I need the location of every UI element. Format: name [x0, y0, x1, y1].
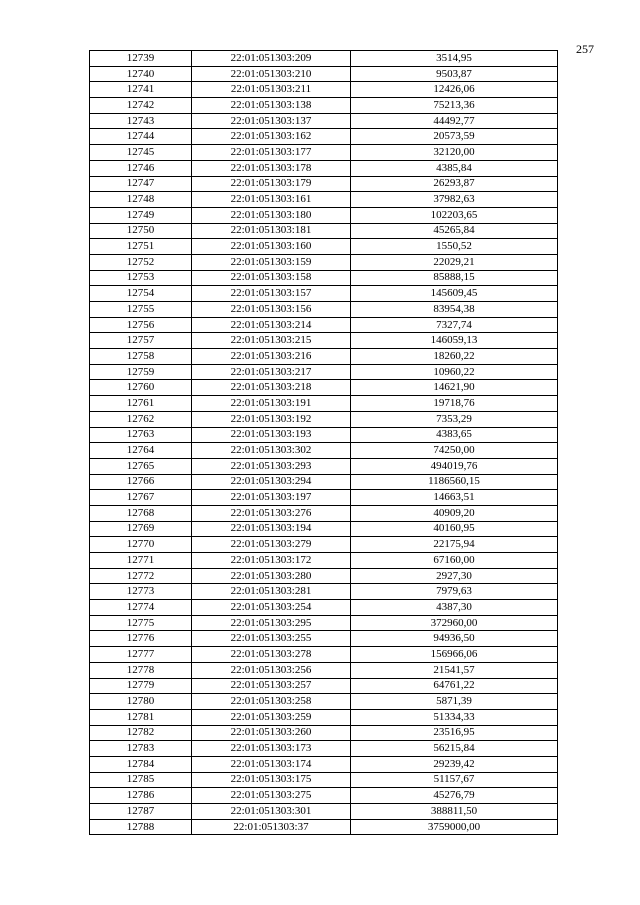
value-cell: 4387,30	[351, 600, 558, 616]
cadastral-number-cell: 22:01:051303:158	[192, 270, 351, 286]
cadastral-number-cell: 22:01:051303:197	[192, 490, 351, 506]
table-row	[90, 364, 558, 380]
row-number-cell: 12785	[90, 772, 192, 788]
value-cell: 51157,67	[351, 772, 558, 788]
table-row	[90, 694, 558, 710]
row-number-cell: 12752	[90, 254, 192, 270]
cadastral-number-cell: 22:01:051303:157	[192, 286, 351, 302]
cadastral-number-cell: 22:01:051303:301	[192, 804, 351, 820]
value-cell: 7979,63	[351, 584, 558, 600]
table-row	[90, 129, 558, 145]
row-number-cell: 12756	[90, 317, 192, 333]
row-number-cell: 12781	[90, 709, 192, 725]
value-cell: 145609,45	[351, 286, 558, 302]
cadastral-number-cell: 22:01:051303:177	[192, 145, 351, 161]
table-row	[90, 207, 558, 223]
table-row	[90, 741, 558, 757]
cadastral-number-cell: 22:01:051303:256	[192, 662, 351, 678]
registry-table-body	[90, 51, 558, 835]
table-row	[90, 223, 558, 239]
table-row	[90, 349, 558, 365]
table-row	[90, 553, 558, 569]
row-number-cell: 12787	[90, 804, 192, 820]
row-number-cell: 12751	[90, 239, 192, 255]
value-cell: 18260,22	[351, 349, 558, 365]
cadastral-number-cell: 22:01:051303:293	[192, 458, 351, 474]
row-number-cell: 12757	[90, 333, 192, 349]
row-number-cell: 12761	[90, 396, 192, 412]
cadastral-number-cell: 22:01:051303:257	[192, 678, 351, 694]
value-cell: 85888,15	[351, 270, 558, 286]
cadastral-number-cell: 22:01:051303:216	[192, 349, 351, 365]
row-number-cell: 12749	[90, 207, 192, 223]
value-cell: 40160,95	[351, 521, 558, 537]
table-row	[90, 458, 558, 474]
value-cell: 22029,21	[351, 254, 558, 270]
table-row	[90, 772, 558, 788]
value-cell: 75213,36	[351, 98, 558, 114]
table-row	[90, 396, 558, 412]
cadastral-number-cell: 22:01:051303:279	[192, 537, 351, 553]
row-number-cell: 12739	[90, 51, 192, 67]
cadastral-number-cell: 22:01:051303:218	[192, 380, 351, 396]
value-cell: 3514,95	[351, 51, 558, 67]
row-number-cell: 12776	[90, 631, 192, 647]
value-cell: 40909,20	[351, 505, 558, 521]
value-cell: 56215,84	[351, 741, 558, 757]
table-row	[90, 160, 558, 176]
table-row	[90, 145, 558, 161]
table-row	[90, 662, 558, 678]
value-cell: 12426,06	[351, 82, 558, 98]
table-row	[90, 788, 558, 804]
value-cell: 51334,33	[351, 709, 558, 725]
value-cell: 156966,06	[351, 647, 558, 663]
value-cell: 4383,65	[351, 427, 558, 443]
row-number-cell: 12755	[90, 302, 192, 318]
table-row	[90, 537, 558, 553]
cadastral-number-cell: 22:01:051303:179	[192, 176, 351, 192]
row-number-cell: 12750	[90, 223, 192, 239]
table-row	[90, 254, 558, 270]
row-number-cell: 12740	[90, 66, 192, 82]
table-row	[90, 286, 558, 302]
table-row	[90, 804, 558, 820]
table-row	[90, 239, 558, 255]
cadastral-number-cell: 22:01:051303:181	[192, 223, 351, 239]
value-cell: 494019,76	[351, 458, 558, 474]
row-number-cell: 12766	[90, 474, 192, 490]
value-cell: 388811,50	[351, 804, 558, 820]
row-number-cell: 12741	[90, 82, 192, 98]
cadastral-number-cell: 22:01:051303:161	[192, 192, 351, 208]
cadastral-number-cell: 22:01:051303:191	[192, 396, 351, 412]
table-row	[90, 584, 558, 600]
value-cell: 44492,77	[351, 113, 558, 129]
value-cell: 45265,84	[351, 223, 558, 239]
row-number-cell: 12760	[90, 380, 192, 396]
table-row	[90, 66, 558, 82]
table-row	[90, 756, 558, 772]
registry-table	[89, 50, 558, 835]
table-row	[90, 98, 558, 114]
cadastral-number-cell: 22:01:051303:215	[192, 333, 351, 349]
row-number-cell: 12768	[90, 505, 192, 521]
cadastral-number-cell: 22:01:051303:172	[192, 553, 351, 569]
row-number-cell: 12753	[90, 270, 192, 286]
row-number-cell: 12770	[90, 537, 192, 553]
cadastral-number-cell: 22:01:051303:281	[192, 584, 351, 600]
row-number-cell: 12779	[90, 678, 192, 694]
value-cell: 146059,13	[351, 333, 558, 349]
cadastral-number-cell: 22:01:051303:178	[192, 160, 351, 176]
table-row	[90, 380, 558, 396]
value-cell: 3759000,00	[351, 819, 558, 835]
cadastral-number-cell: 22:01:051303:210	[192, 66, 351, 82]
value-cell: 32120,00	[351, 145, 558, 161]
row-number-cell: 12771	[90, 553, 192, 569]
row-number-cell: 12746	[90, 160, 192, 176]
table-row	[90, 819, 558, 835]
cadastral-number-cell: 22:01:051303:295	[192, 615, 351, 631]
value-cell: 2927,30	[351, 568, 558, 584]
row-number-cell: 12769	[90, 521, 192, 537]
cadastral-number-cell: 22:01:051303:276	[192, 505, 351, 521]
value-cell: 64761,22	[351, 678, 558, 694]
row-number-cell: 12758	[90, 349, 192, 365]
value-cell: 9503,87	[351, 66, 558, 82]
value-cell: 45276,79	[351, 788, 558, 804]
table-row	[90, 270, 558, 286]
value-cell: 37982,63	[351, 192, 558, 208]
row-number-cell: 12778	[90, 662, 192, 678]
cadastral-number-cell: 22:01:051303:259	[192, 709, 351, 725]
row-number-cell: 12782	[90, 725, 192, 741]
cadastral-number-cell: 22:01:051303:162	[192, 129, 351, 145]
row-number-cell: 12774	[90, 600, 192, 616]
cadastral-number-cell: 22:01:051303:137	[192, 113, 351, 129]
row-number-cell: 12773	[90, 584, 192, 600]
cadastral-number-cell: 22:01:051303:180	[192, 207, 351, 223]
table-row	[90, 82, 558, 98]
cadastral-number-cell: 22:01:051303:211	[192, 82, 351, 98]
value-cell: 94936,50	[351, 631, 558, 647]
table-row	[90, 505, 558, 521]
table-row	[90, 568, 558, 584]
row-number-cell: 12748	[90, 192, 192, 208]
value-cell: 23516,95	[351, 725, 558, 741]
row-number-cell: 12783	[90, 741, 192, 757]
row-number-cell: 12784	[90, 756, 192, 772]
value-cell: 22175,94	[351, 537, 558, 553]
row-number-cell: 12786	[90, 788, 192, 804]
value-cell: 7353,29	[351, 411, 558, 427]
table-row	[90, 51, 558, 67]
row-number-cell: 12754	[90, 286, 192, 302]
table-row	[90, 113, 558, 129]
table-row	[90, 600, 558, 616]
row-number-cell: 12767	[90, 490, 192, 506]
cadastral-number-cell: 22:01:051303:217	[192, 364, 351, 380]
cadastral-number-cell: 22:01:051303:175	[192, 772, 351, 788]
row-number-cell: 12780	[90, 694, 192, 710]
table-row	[90, 317, 558, 333]
value-cell: 1186560,15	[351, 474, 558, 490]
row-number-cell: 12742	[90, 98, 192, 114]
value-cell: 1550,52	[351, 239, 558, 255]
cadastral-number-cell: 22:01:051303:174	[192, 756, 351, 772]
value-cell: 83954,38	[351, 302, 558, 318]
table-row	[90, 678, 558, 694]
page-number: 257	[576, 42, 594, 56]
row-number-cell: 12777	[90, 647, 192, 663]
value-cell: 7327,74	[351, 317, 558, 333]
table-row	[90, 615, 558, 631]
cadastral-number-cell: 22:01:051303:192	[192, 411, 351, 427]
value-cell: 19718,76	[351, 396, 558, 412]
table-row	[90, 411, 558, 427]
cadastral-number-cell: 22:01:051303:209	[192, 51, 351, 67]
value-cell: 26293,87	[351, 176, 558, 192]
value-cell: 20573,59	[351, 129, 558, 145]
cadastral-number-cell: 22:01:051303:193	[192, 427, 351, 443]
table-row	[90, 427, 558, 443]
table-row	[90, 725, 558, 741]
table-row	[90, 521, 558, 537]
cadastral-number-cell: 22:01:051303:254	[192, 600, 351, 616]
cadastral-number-cell: 22:01:051303:37	[192, 819, 351, 835]
value-cell: 21541,57	[351, 662, 558, 678]
value-cell: 29239,42	[351, 756, 558, 772]
cadastral-number-cell: 22:01:051303:302	[192, 443, 351, 459]
value-cell: 14621,90	[351, 380, 558, 396]
value-cell: 102203,65	[351, 207, 558, 223]
row-number-cell: 12775	[90, 615, 192, 631]
row-number-cell: 12745	[90, 145, 192, 161]
value-cell: 4385,84	[351, 160, 558, 176]
cadastral-number-cell: 22:01:051303:214	[192, 317, 351, 333]
table-row	[90, 709, 558, 725]
row-number-cell: 12763	[90, 427, 192, 443]
cadastral-number-cell: 22:01:051303:173	[192, 741, 351, 757]
row-number-cell: 12772	[90, 568, 192, 584]
cadastral-number-cell: 22:01:051303:156	[192, 302, 351, 318]
cadastral-number-cell: 22:01:051303:258	[192, 694, 351, 710]
value-cell: 5871,39	[351, 694, 558, 710]
table-row	[90, 474, 558, 490]
table-row	[90, 176, 558, 192]
table-row	[90, 192, 558, 208]
cadastral-number-cell: 22:01:051303:278	[192, 647, 351, 663]
row-number-cell: 12759	[90, 364, 192, 380]
row-number-cell: 12765	[90, 458, 192, 474]
cadastral-number-cell: 22:01:051303:260	[192, 725, 351, 741]
cadastral-number-cell: 22:01:051303:138	[192, 98, 351, 114]
row-number-cell: 12744	[90, 129, 192, 145]
cadastral-number-cell: 22:01:051303:160	[192, 239, 351, 255]
cadastral-number-cell: 22:01:051303:159	[192, 254, 351, 270]
row-number-cell: 12762	[90, 411, 192, 427]
table-row	[90, 647, 558, 663]
value-cell: 74250,00	[351, 443, 558, 459]
cadastral-number-cell: 22:01:051303:255	[192, 631, 351, 647]
value-cell: 67160,00	[351, 553, 558, 569]
cadastral-number-cell: 22:01:051303:194	[192, 521, 351, 537]
cadastral-number-cell: 22:01:051303:294	[192, 474, 351, 490]
value-cell: 372960,00	[351, 615, 558, 631]
value-cell: 10960,22	[351, 364, 558, 380]
table-row	[90, 333, 558, 349]
table-row	[90, 490, 558, 506]
cadastral-number-cell: 22:01:051303:280	[192, 568, 351, 584]
row-number-cell: 12764	[90, 443, 192, 459]
row-number-cell: 12747	[90, 176, 192, 192]
row-number-cell: 12788	[90, 819, 192, 835]
table-row	[90, 443, 558, 459]
value-cell: 14663,51	[351, 490, 558, 506]
row-number-cell: 12743	[90, 113, 192, 129]
table-row	[90, 631, 558, 647]
table-row	[90, 302, 558, 318]
cadastral-number-cell: 22:01:051303:275	[192, 788, 351, 804]
